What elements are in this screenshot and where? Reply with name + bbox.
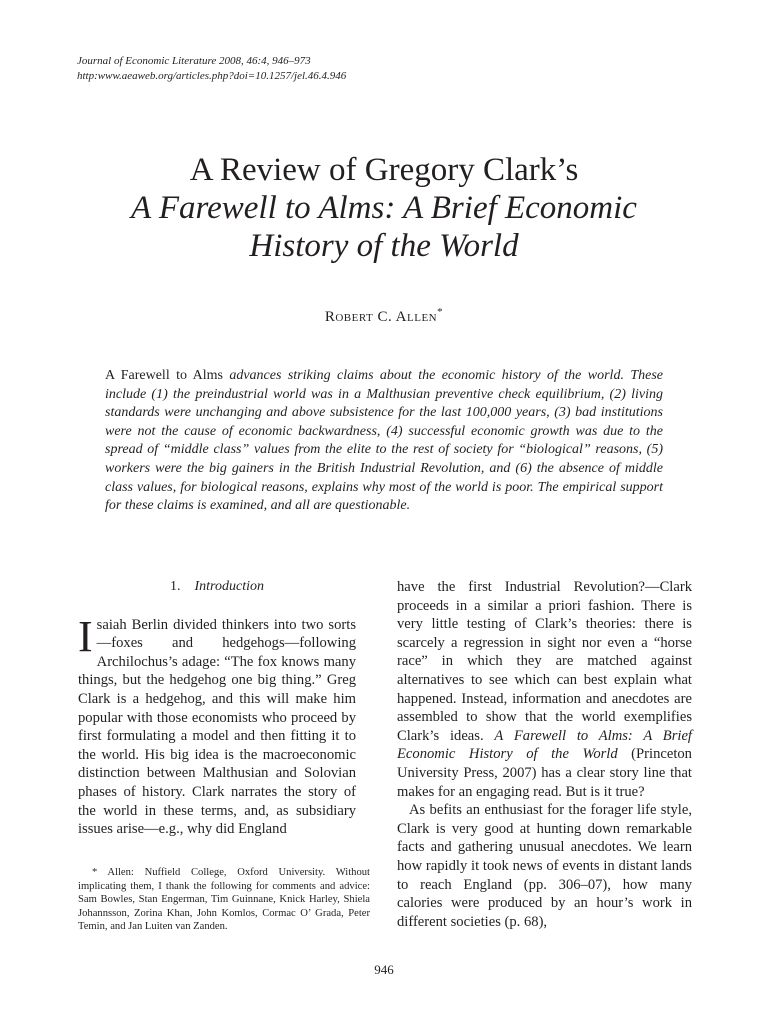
right-paragraph-1-text-a: have the first Industrial Revolution?—Clark proceeds in a similar a priori fashion. There is very little testing of Clark’s theories: there is scarcely a regression in sight nor even a “horse race” in which they are matched against alternatives to see which can best explain what happened. Instead, information and anecdotes are assembled to show that the world exemplifies Clark’s ideas.	[397, 579, 692, 744]
abstract-text: advances striking claims about the economic history of the world. These include (1) the preindustrial world was in a Malthusian preventive check equilibrium, (2) living standards were unchanging and above subsistence for the last 100,000 years, (3) bad institutions were not the cause of economic backwardness, (4) successful economic growth was due to the spread of “middle class” values from the elite to the rest of society for “biological” reasons, (5) workers were the big gainers in the British Industrial Revolution, and (6) the absence of middle class values, for biological reasons, explains why most of the world is poor. The empirical support for these claims is examined, and all are questionable.	[105, 368, 664, 514]
abstract-book-title: A Farewell to Alms	[105, 368, 223, 383]
footnote	[78, 866, 370, 934]
right-paragraph-1-book-title: A Farewell to Alms: A Brief Economic History of the World	[397, 727, 692, 763]
section-number: 1.	[170, 579, 181, 594]
section-heading	[78, 578, 356, 597]
right-paragraph-1-text-b: (Princeton University Press, 2007) has a clear story line that makes for an engaging read. But is it true?	[397, 746, 692, 800]
title-line-2: A Farewell to Alms: A Brief Economic	[131, 190, 637, 226]
intro-paragraph-text: saiah Berlin divided thinkers into two sorts—foxes and hedgehogs—following Archilochus’s adage: “The fox knows many things, but the hedgehog one big thing.” Greg Clark is a hedgehog, and this will make him popular with those economists who proceed by first formulating a model and then fitting it to the world. His big idea is the macroeconomic distinction between Malthusian and Solovian phases of history. Clark narrates the story of the world in these terms, and, as subsidiary issues arise—e.g., why did England	[78, 616, 356, 838]
title-line-1: A Review of Gregory Clark’s	[189, 152, 579, 188]
author-footnote-mark: *	[437, 306, 444, 318]
right-paragraph-2: As befits an enthusiast for the forager life style, Clark is very good at hunting down remarkable facts and gathering unusual anecdotes. We learn how rapidly it took news of events in distant lands to reach England (pp. 306–07), how many calories were produced by an hour’s work in different societies (p. 68),	[397, 802, 692, 930]
journal-citation: Journal of Economic Literature 2008, 46:4, 946–973	[77, 55, 311, 67]
footnote-text: Allen: Nuffield College, Oxford University. Without implicating them, I thank the following for comments and advice: Sam Bowles, Stan Engerman, Tim Guinnane, Knick Harley, Shiela Johannsson, Zorina Khan, John Komlos, Cormac O’ Grada, Peter Temin, and Jan Luiten van Zanden.	[78, 867, 370, 933]
footnote-mark: *	[92, 867, 98, 878]
drop-cap: I	[78, 611, 93, 661]
right-column	[397, 578, 692, 931]
title-line-3: History of the World	[249, 228, 519, 264]
page-number: 946	[374, 962, 394, 977]
left-column	[78, 578, 356, 839]
intro-paragraph	[78, 611, 356, 839]
author-name: Robert C. Allen	[324, 309, 438, 325]
article-title	[0, 151, 768, 265]
author-line	[0, 306, 768, 326]
right-paragraph-1	[397, 578, 692, 801]
article-url: http:www.aeaweb.org/articles.php?doi=10.1257/jel.46.4.946	[77, 70, 347, 82]
section-name: Introduction	[194, 579, 264, 594]
abstract	[105, 367, 663, 516]
journal-header	[77, 54, 346, 84]
